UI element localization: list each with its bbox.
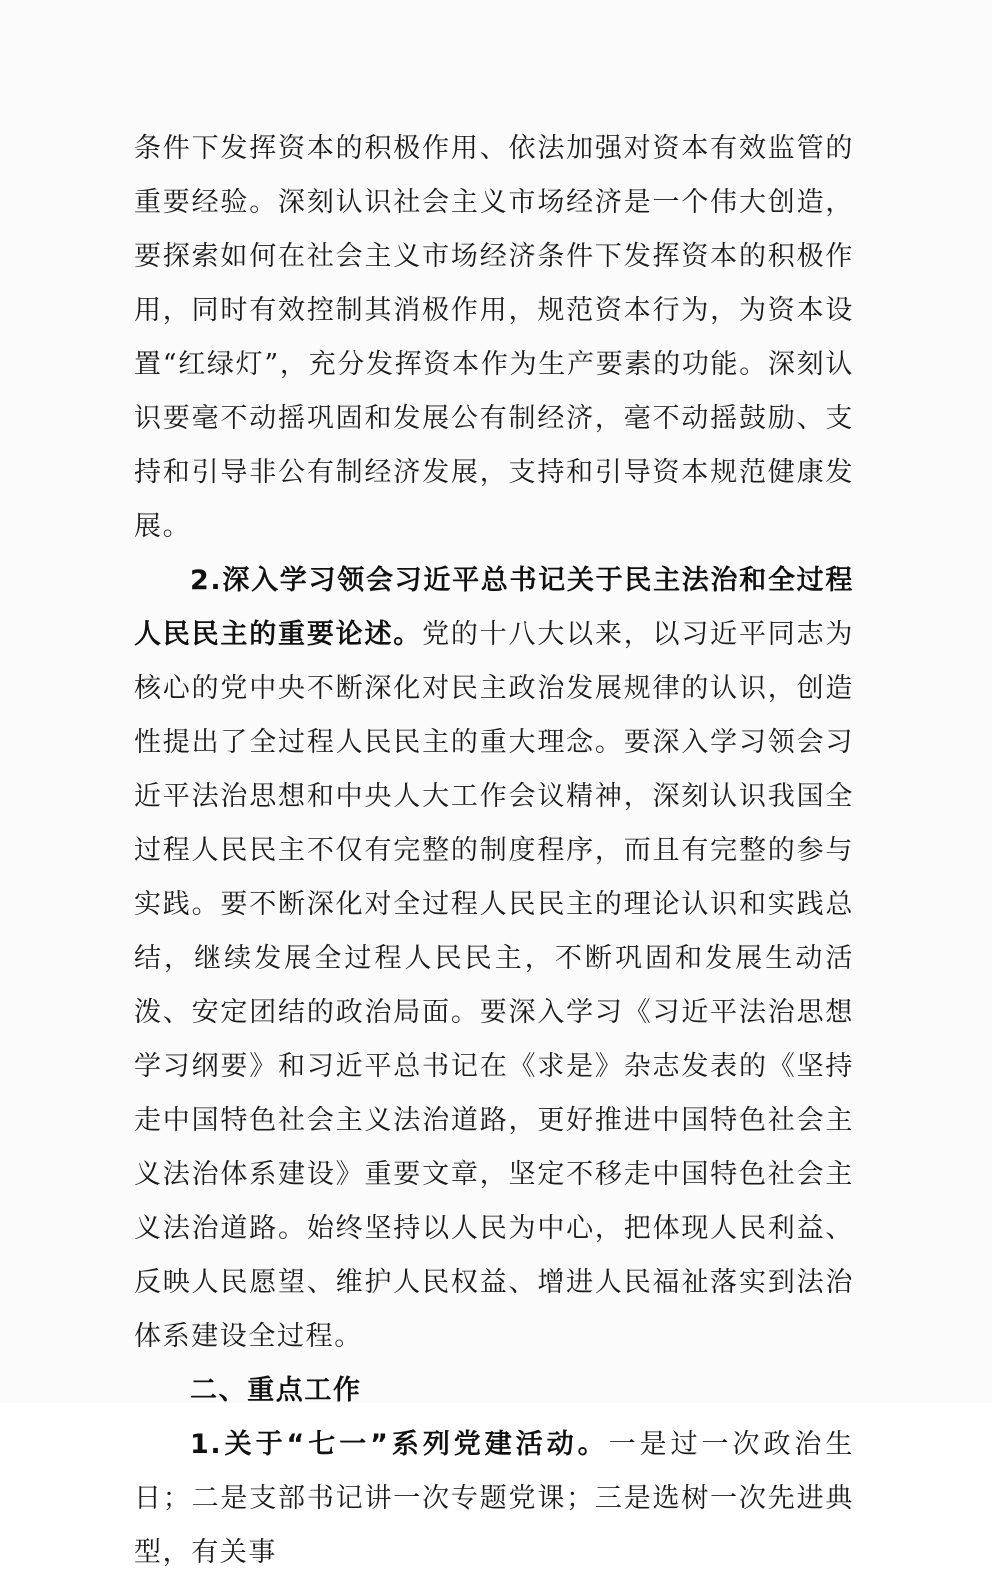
section-heading: 二、重点工作 (190, 1375, 362, 1406)
paragraph-lead-title: 2.深入学习领会习近平总书记关于民主法治和全过程人民民主的重要论述。 (134, 565, 854, 650)
paragraph-democracy-rule-of-law (134, 554, 854, 1364)
paragraph-lead-title: 1.关于“七一”系列党建活动。 (190, 1429, 609, 1460)
paragraph-text: 一是过一次政治生日；二是支部书记讲一次专题党课；三是选树一次先进典型，有关事 (134, 1429, 854, 1568)
paragraph-capital-regulation (134, 122, 854, 554)
paragraph-text: 党的十八大以来，以习近平同志为核心的党中央不断深化对民主政治发展规律的认识，创造性提出了全过程人民民主的重大理念。要深入学习领会习近平法治思想和中央人大工作会议精神，深刻认识我国全过程人民民主不仅有完整的制度程序，而且有完整的参与实践。要不断深化对全过程人民民主的理论认识和实践总结，继续发展全过程人民民主，不断巩固和发展生动活泼、安定团结的政治局面。要深入学习《习近平法治思想学习纲要》和习近平总书记在《求是》杂志发表的《坚持走中国特色社会主义法治道路，更好推进中国特色社会主义法治体系建设》重要文章，坚定不移走中国特色社会主义法治道路。始终坚持以人民为中心，把体现人民利益、反映人民愿望、维护人民权益、增进人民福祉落实到法治体系建设全过程。 (134, 619, 855, 1352)
paragraph-text: 条件下发挥资本的积极作用、依法加强对资本有效监管的重要经验。深刻认识社会主义市场经济是一个伟大创造，要探索如何在社会主义市场经济条件下发挥资本的积极作用，同时有效控制其消极作用，规范资本行为，为资本设置“红绿灯”，充分发挥资本作为生产要素的功能。深刻认识要毫不动摇巩固和发展公有制经济，毫不动摇鼓励、支持和引导非公有制经济发展，支持和引导资本规范健康发展。 (134, 133, 854, 542)
document-body (134, 122, 854, 1580)
paragraph-party-activities (134, 1418, 854, 1580)
